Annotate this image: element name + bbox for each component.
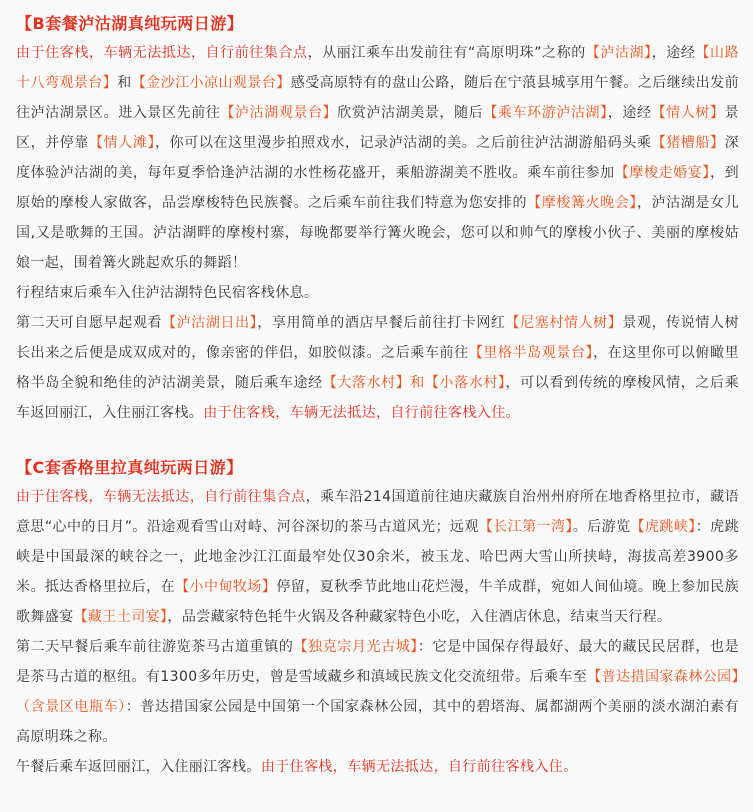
attraction-highlight: 【乘车环游泸沽湖】 bbox=[483, 105, 608, 121]
body-text: ：虎跳峡是中国最深的峡谷之一，此地金沙江江面最窄处仅30余米，被玉龙、哈巴两大雪山所挟峙，海拔高差3900多米。抵达香格里拉后，在 bbox=[16, 519, 739, 595]
paragraph bbox=[16, 308, 739, 428]
package-b-section bbox=[16, 0, 739, 428]
attraction-highlight: 【猪槽船】 bbox=[651, 135, 725, 151]
attraction-highlight: 【金沙江小凉山观景台】 bbox=[131, 75, 291, 91]
attraction-highlight: 【情人滩】 bbox=[89, 135, 156, 151]
attraction-highlight: 【摩梭篝火晚会】 bbox=[527, 195, 637, 211]
attraction-highlight: 【泸沽湖】 bbox=[585, 45, 652, 61]
body-text: ，到原始的摩梭人家做客，品尝摩梭特色民族餐。之后乘车前往我们特意为您安排的 bbox=[16, 165, 739, 211]
body-text: 。后游览 bbox=[572, 519, 631, 535]
attraction-highlight: 【小中甸牧场】 bbox=[175, 579, 277, 595]
attraction-highlight: 【泸沽湖日出】 bbox=[162, 315, 258, 331]
attraction-highlight: 【长江第一湾】 bbox=[478, 519, 573, 535]
body-text: 深度体验泸沽湖的美，每年夏季恰逢泸沽湖的水性杨花盛开，乘船游湖美不胜收。乘车前往参加 bbox=[16, 135, 740, 181]
attraction-highlight: 【独克宗月光古城】 bbox=[293, 639, 418, 655]
attraction-highlight: 【里格半岛观景台】 bbox=[468, 345, 594, 361]
body-text: 第二天早餐后乘车前往游览茶马古道重镇的 bbox=[16, 639, 294, 655]
body-text: ，享用简单的酒店早餐后前往打卡网红 bbox=[257, 315, 506, 331]
body-text: 第二天可自愿早起观看 bbox=[16, 315, 163, 331]
notice-text: 由于住客栈，车辆无法抵达，自行前往集合点 bbox=[16, 489, 306, 505]
paragraph bbox=[16, 482, 739, 632]
body-text: 欣赏泸沽湖美景，随后 bbox=[337, 105, 484, 121]
attraction-highlight: 【大落水村】和【小落水村】 bbox=[322, 375, 506, 391]
body-text: 感受高原特有的盘山公路，随后在宁蒗县城享用午餐。之后继续出发前往泸沽湖景区。进入景区先前往 bbox=[16, 75, 739, 121]
body-text: ，从丽江乘车出发前往有“高原明珠”之称的 bbox=[307, 45, 586, 61]
body-text: 景观，传说情人树长出来之后便是成双成对的，像亲密的伴侣，如胶似漆。之后乘车前往 bbox=[16, 315, 739, 361]
attraction-highlight: 【山路十八弯观景台】 bbox=[16, 45, 740, 91]
attraction-highlight: 【普达措国家森林公园】（含景区电瓶车） bbox=[16, 669, 739, 715]
attraction-highlight: 【藏王土司宴】 bbox=[73, 609, 168, 625]
body-text: ，可以看到传统的摩梭风情，之后乘车返回丽江，入住丽江客栈。 bbox=[16, 375, 740, 421]
paragraph bbox=[16, 632, 739, 752]
attraction-highlight: 【情人树】 bbox=[651, 105, 725, 121]
attraction-highlight: 【虎跳峡】 bbox=[630, 519, 696, 535]
paragraph bbox=[16, 38, 739, 278]
body-text: ，途经 bbox=[651, 45, 696, 61]
package-b-title: 【B套餐泸沽湖真纯玩两日游】 bbox=[16, 14, 244, 33]
body-text: 和 bbox=[117, 75, 132, 91]
notice-text: 由于住客栈，车辆无法抵达，自行前往客栈入住。 bbox=[203, 405, 521, 421]
body-text: 停留，夏秋季节此地山花烂漫，牛羊成群，宛如人间仙境。晚上参加民族歌舞盛宴 bbox=[16, 579, 739, 625]
attraction-highlight: 【摩梭走婚宴】 bbox=[614, 165, 710, 181]
package-b-body bbox=[16, 38, 739, 428]
package-c-title: 【C套香格里拉真纯玩两日游】 bbox=[16, 458, 243, 477]
body-text: ：普达措国家公园是中国第一个国家森林公园，其中的碧塔海、属都湖两个美丽的淡水湖泊素有高原明珠之称。 bbox=[16, 699, 739, 745]
body-text: 午餐后乘车返回丽江，入住丽江客栈。 bbox=[16, 759, 261, 775]
body-text: 景区，并停靠 bbox=[16, 105, 740, 151]
notice-text: 由于住客栈，车辆无法抵达，自行前往客栈入住。 bbox=[260, 759, 578, 775]
body-text: ，品尝藏家特色牦牛火锅及各种藏家特色小吃，入住酒店休息，结束当天行程。 bbox=[167, 609, 672, 625]
body-text: ，你可以在这里漫步拍照戏水，记录泸沽湖的美。之后前往泸沽湖游船码头乘 bbox=[155, 135, 652, 151]
paragraph bbox=[16, 752, 739, 782]
body-text: ，在这里你可以俯瞰里格半岛全貌和绝佳的泸沽湖美景，随后乘车途经 bbox=[16, 345, 739, 391]
package-c-section bbox=[16, 428, 739, 782]
package-c-body bbox=[16, 482, 739, 782]
body-text: ，乘车沿214国道前往迪庆藏族自治州州府所在地香格里拉市，藏语意思“心中的日月”。沿途观看雪山对峙、河谷深切的茶马古道风光；远观 bbox=[16, 489, 740, 535]
body-text: 行程结束后乘车入住泸沽湖特色民宿客栈休息。 bbox=[16, 285, 319, 301]
attraction-highlight: 【泸沽湖观景台】 bbox=[220, 105, 338, 121]
paragraph bbox=[16, 278, 739, 308]
body-text: ，途经 bbox=[607, 105, 652, 121]
attraction-highlight: 【尼塞村情人树】 bbox=[505, 315, 623, 331]
notice-text: 由于住客栈，车辆无法抵达，自行前往集合点 bbox=[16, 45, 308, 61]
body-text: ，泸沽湖是女儿国,又是歌舞的王国。泸沽湖畔的摩梭村寨，每晚都要举行篝火晚会，您可以和帅气的摩梭小伙子、美丽的摩梭姑娘一起，围着篝火跳起欢乐的舞蹈！ bbox=[16, 195, 740, 271]
body-text: ：它是中国保存得最好、最大的藏民民居群，也是是茶马古道的枢纽。有1300多年历史，曾是雪域藏乡和滇域民族文化交流纽带。后乘车至 bbox=[16, 639, 739, 685]
